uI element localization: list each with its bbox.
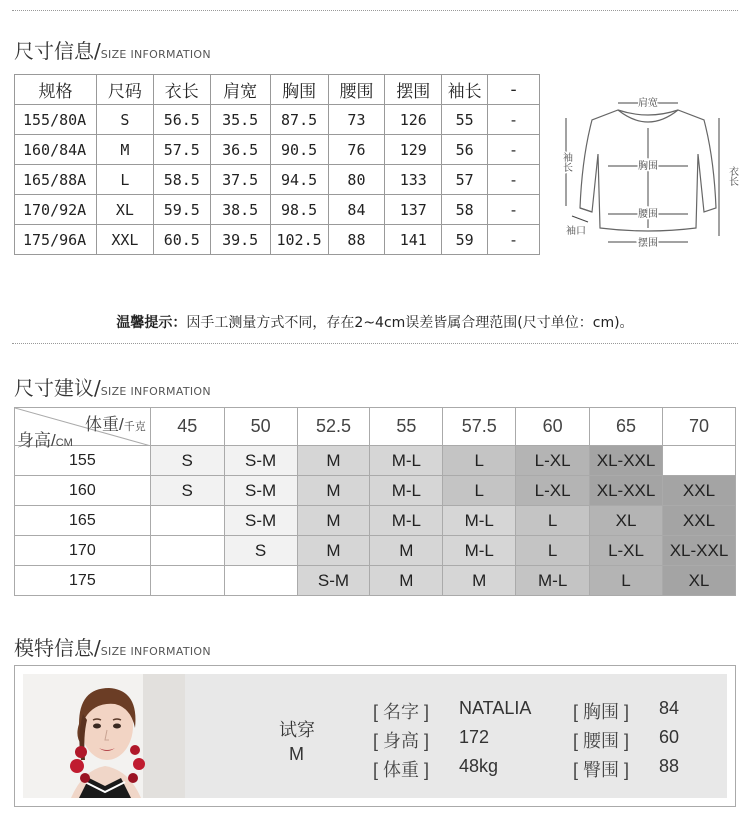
cell: XXL xyxy=(96,225,153,255)
size-table-header xyxy=(15,75,540,105)
size-cell: XXL xyxy=(662,506,735,536)
cell: 87.5 xyxy=(270,105,328,135)
table-row xyxy=(15,225,540,255)
size-cell: L xyxy=(516,536,590,566)
size-cell: XL-XXL xyxy=(590,476,663,506)
cell: 84 xyxy=(328,195,385,225)
cell: 36.5 xyxy=(210,135,270,165)
label-shoulder: 肩宽 xyxy=(638,98,658,109)
cell: - xyxy=(488,195,540,225)
size-cell xyxy=(662,446,735,476)
weight-header-cell: 50 xyxy=(224,408,297,446)
table-row xyxy=(15,536,736,566)
cell: 58 xyxy=(442,195,488,225)
cuff-measure-line xyxy=(572,216,588,222)
size-cell: L-XL xyxy=(516,476,590,506)
jacket-cuff-left xyxy=(580,208,592,212)
header-cell: 尺码 xyxy=(96,75,153,105)
size-cell: M xyxy=(370,536,443,566)
size-cell: M xyxy=(297,536,370,566)
weight-header-cell: 65 xyxy=(590,408,663,446)
size-cell: M xyxy=(443,566,516,596)
section-title-text: 尺寸建议/ xyxy=(14,376,101,400)
header-cell: 腰围 xyxy=(328,75,385,105)
section-title-model-info xyxy=(14,632,211,661)
cell: 155/80A xyxy=(15,105,97,135)
size-cell: XL-XXL xyxy=(662,536,735,566)
header-cell: 衣长 xyxy=(153,75,210,105)
size-cell: M-L xyxy=(443,536,516,566)
size-cell: M-L xyxy=(516,566,590,596)
cell: 58.5 xyxy=(153,165,210,195)
rec-table-header xyxy=(15,408,736,446)
height-cell: 175 xyxy=(15,566,151,596)
height-axis-label: 身高/CM xyxy=(17,431,73,450)
header-cell: 肩宽 xyxy=(210,75,270,105)
table-row xyxy=(15,105,540,135)
weight-header-cell: 45 xyxy=(150,408,224,446)
section-subtitle: SIZE INFORMATION xyxy=(100,385,211,398)
size-cell: S xyxy=(150,476,224,506)
size-cell: L xyxy=(590,566,663,596)
size-cell: M xyxy=(297,446,370,476)
cell: 160/84A xyxy=(15,135,97,165)
cell: 133 xyxy=(385,165,442,195)
size-cell: M-L xyxy=(443,506,516,536)
weight-axis-label: 体重/千克 xyxy=(85,415,146,434)
section-title-text: 尺寸信息/ xyxy=(14,39,101,63)
model-field-label: [ 腰围 ] xyxy=(573,731,630,751)
cell: 90.5 xyxy=(270,135,328,165)
size-cell: L-XL xyxy=(590,536,663,566)
size-cell: L xyxy=(443,476,516,506)
model-field-label: [ 臀围 ] xyxy=(573,760,630,780)
cell: 59 xyxy=(442,225,488,255)
weight-header-cell: 57.5 xyxy=(443,408,516,446)
model-field-value: 172 xyxy=(459,727,490,747)
table-row xyxy=(15,135,540,165)
model-field-value: 48kg xyxy=(459,756,499,776)
weight-header-cell: 60 xyxy=(516,408,590,446)
measurement-tip xyxy=(0,312,750,332)
model-field-value: 84 xyxy=(659,698,680,718)
cell: 57.5 xyxy=(153,135,210,165)
size-cell xyxy=(150,536,224,566)
size-cell: S xyxy=(224,536,297,566)
size-cell xyxy=(150,566,224,596)
cell: 170/92A xyxy=(15,195,97,225)
table-row xyxy=(15,476,736,506)
cell: 141 xyxy=(385,225,442,255)
cell: 59.5 xyxy=(153,195,210,225)
size-cell: XL-XXL xyxy=(590,446,663,476)
size-cell: S xyxy=(150,446,224,476)
jacket-collar xyxy=(618,110,678,122)
section-title-size-advice xyxy=(14,372,211,401)
size-recommendation-table xyxy=(14,407,736,596)
cell: S xyxy=(96,105,153,135)
section-title-text: 模特信息/ xyxy=(14,636,101,660)
cell: 137 xyxy=(385,195,442,225)
height-cell: 155 xyxy=(15,446,151,476)
corner-cell xyxy=(15,408,151,450)
cell: 88 xyxy=(328,225,385,255)
size-cell: XL xyxy=(590,506,663,536)
model-field-value: NATALIA xyxy=(459,698,532,718)
header-cell: - xyxy=(488,75,540,105)
cell: 98.5 xyxy=(270,195,328,225)
table-row xyxy=(15,195,540,225)
cell: - xyxy=(488,135,540,165)
cell: 80 xyxy=(328,165,385,195)
table-row xyxy=(15,506,736,536)
cell: 76 xyxy=(328,135,385,165)
model-info-card xyxy=(14,665,736,807)
model-photo xyxy=(23,674,185,798)
size-cell: XL xyxy=(662,566,735,596)
size-cell: S-M xyxy=(224,476,297,506)
size-cell: L-XL xyxy=(516,446,590,476)
cell: 56.5 xyxy=(153,105,210,135)
cell: 56 xyxy=(442,135,488,165)
cell: 60.5 xyxy=(153,225,210,255)
size-cell: M-L xyxy=(370,446,443,476)
size-cell: S-M xyxy=(224,506,297,536)
size-cell xyxy=(150,506,224,536)
size-cell: M xyxy=(370,566,443,596)
cell: M xyxy=(96,135,153,165)
size-cell: M xyxy=(297,506,370,536)
cell: 39.5 xyxy=(210,225,270,255)
label-sleeve: 袖长 xyxy=(560,152,572,172)
cell: XL xyxy=(96,195,153,225)
size-cell: M-L xyxy=(370,476,443,506)
section-subtitle: SIZE INFORMATION xyxy=(100,645,211,658)
model-field-label: [ 身高 ] xyxy=(373,731,430,751)
size-cell: S-M xyxy=(297,566,370,596)
jacket-measurement-diagram xyxy=(556,88,742,258)
label-hem: 摆围 xyxy=(638,238,658,249)
label-length: 衣长 xyxy=(726,166,738,186)
cell: 73 xyxy=(328,105,385,135)
tip-text: 因手工测量方式不同，存在2~4cm误差皆属合理范围(尺寸单位：cm)。 xyxy=(186,315,634,331)
model-field-value: 88 xyxy=(659,756,680,776)
cell: 55 xyxy=(442,105,488,135)
cell: 175/96A xyxy=(15,225,97,255)
header-cell: 摆围 xyxy=(385,75,442,105)
table-row xyxy=(15,566,736,596)
height-cell: 160 xyxy=(15,476,151,506)
header-cell: 胸围 xyxy=(270,75,328,105)
cell: - xyxy=(488,105,540,135)
cell: - xyxy=(488,165,540,195)
cell: 38.5 xyxy=(210,195,270,225)
height-cell: 170 xyxy=(15,536,151,566)
top-divider xyxy=(12,10,738,11)
cell: 126 xyxy=(385,105,442,135)
try-on-label: 试穿 xyxy=(279,720,315,740)
cell: - xyxy=(488,225,540,255)
weight-header-cell: 70 xyxy=(662,408,735,446)
size-cell: XXL xyxy=(662,476,735,506)
label-cuff: 袖口 xyxy=(566,226,586,237)
weight-header-cell: 55 xyxy=(370,408,443,446)
size-cell xyxy=(224,566,297,596)
cell: 37.5 xyxy=(210,165,270,195)
model-field-value: 60 xyxy=(659,727,680,747)
cell: 94.5 xyxy=(270,165,328,195)
size-cell: M xyxy=(297,476,370,506)
label-waist: 腰围 xyxy=(638,209,658,220)
table-row xyxy=(15,165,540,195)
section-title-size-info xyxy=(14,35,211,64)
model-info-panel xyxy=(23,674,727,798)
header-cell: 规格 xyxy=(15,75,97,105)
weight-header-cell: 52.5 xyxy=(297,408,370,446)
size-table xyxy=(14,74,540,255)
cell: 57 xyxy=(442,165,488,195)
try-on-size: M xyxy=(289,744,304,764)
section-subtitle: SIZE INFORMATION xyxy=(100,48,211,61)
cell: L xyxy=(96,165,153,195)
height-cell: 165 xyxy=(15,506,151,536)
model-field-label: [ 体重 ] xyxy=(373,760,430,780)
tip-label: 温馨提示： xyxy=(116,315,187,331)
size-cell: L xyxy=(443,446,516,476)
cell: 165/88A xyxy=(15,165,97,195)
cell: 102.5 xyxy=(270,225,328,255)
cell: 35.5 xyxy=(210,105,270,135)
table-row xyxy=(15,446,736,476)
cell: 129 xyxy=(385,135,442,165)
section-divider xyxy=(12,343,738,344)
model-field-label: [ 胸围 ] xyxy=(573,702,630,722)
size-cell: S-M xyxy=(224,446,297,476)
model-field-label: [ 名字 ] xyxy=(373,702,430,722)
size-cell: L xyxy=(516,506,590,536)
label-chest: 胸围 xyxy=(638,161,658,172)
header-cell: 袖长 xyxy=(442,75,488,105)
size-cell: M-L xyxy=(370,506,443,536)
